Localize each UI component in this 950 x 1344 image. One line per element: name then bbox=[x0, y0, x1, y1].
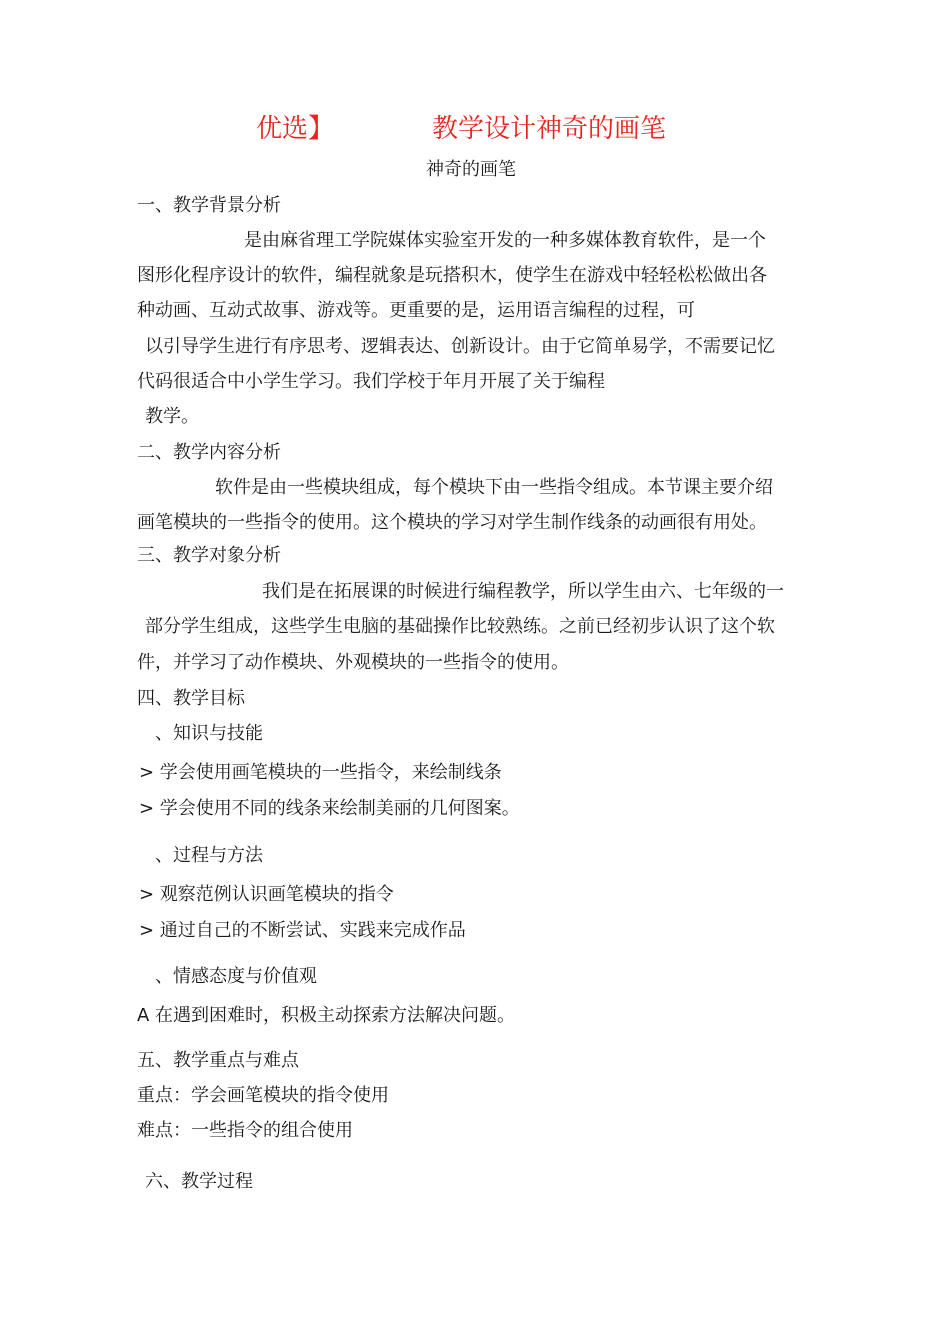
section-heading-background: 一、教学背景分析 bbox=[137, 195, 281, 216]
section-heading-audience: 三、教学对象分析 bbox=[137, 545, 281, 566]
subheading-knowledge: 、知识与技能 bbox=[155, 723, 263, 744]
paragraph-line: 我们是在拓展课的时候进行编程教学，所以学生由六、七年级的一 bbox=[262, 581, 784, 602]
list-item: A 在遇到困难时，积极主动探索方法解决问题。 bbox=[137, 1005, 516, 1026]
paragraph-line: 是由麻省理工学院媒体实验室开发的一种多媒体教育软件，是一个 bbox=[244, 230, 766, 251]
list-item: > 通过自己的不断尝试、实践来完成作品 bbox=[139, 920, 466, 941]
paragraph-line: 画笔模块的一些指令的使用。这个模块的学习对学生制作线条的动画很有用处。 bbox=[137, 512, 767, 533]
document-title: 教学设计神奇的画笔 bbox=[432, 114, 667, 144]
paragraph-line: 代码很适合中小学生学习。我们学校于年月开展了关于编程 bbox=[137, 371, 605, 392]
paragraph-line: 图形化程序设计的软件，编程就象是玩搭积木，使学生在游戏中轻轻松松做出各 bbox=[137, 265, 767, 286]
paragraph-line: 以引导学生进行有序思考、逻辑表达、创新设计。由于它简单易学，不需要记忆 bbox=[145, 336, 775, 357]
section-heading-keypoints: 五、教学重点与难点 bbox=[137, 1050, 299, 1071]
paragraph-line: 重点：学会画笔模块的指令使用 bbox=[137, 1085, 389, 1106]
subheading-process: 、过程与方法 bbox=[155, 845, 263, 866]
paragraph-line: 种动画、互动式故事、游戏等。更重要的是，运用语言编程的过程，可 bbox=[137, 300, 695, 321]
paragraph-line: 件，并学习了动作模块、外观模块的一些指令的使用。 bbox=[137, 652, 569, 673]
section-heading-objectives: 四、教学目标 bbox=[137, 688, 245, 709]
section-heading-process: 六、教学过程 bbox=[145, 1171, 253, 1192]
subtitle: 神奇的画笔 bbox=[426, 159, 516, 180]
list-item: > 学会使用不同的线条来绘制美丽的几何图案。 bbox=[139, 798, 520, 819]
paragraph-line: 软件是由一些模块组成，每个模块下由一些指令组成。本节课主要介绍 bbox=[215, 477, 773, 498]
title-prefix: 优选】 bbox=[256, 114, 335, 144]
subheading-attitude: 、情感态度与价值观 bbox=[155, 966, 317, 987]
paragraph-line: 部分学生组成，这些学生电脑的基础操作比较熟练。之前已经初步认识了这个软 bbox=[145, 616, 775, 637]
paragraph-line: 教学。 bbox=[145, 406, 199, 427]
list-item: > 学会使用画笔模块的一些指令，来绘制线条 bbox=[139, 762, 502, 783]
paragraph-line: 难点：一些指令的组合使用 bbox=[137, 1120, 353, 1141]
section-heading-content: 二、教学内容分析 bbox=[137, 442, 281, 463]
list-item: > 观察范例认识画笔模块的指令 bbox=[139, 884, 394, 905]
